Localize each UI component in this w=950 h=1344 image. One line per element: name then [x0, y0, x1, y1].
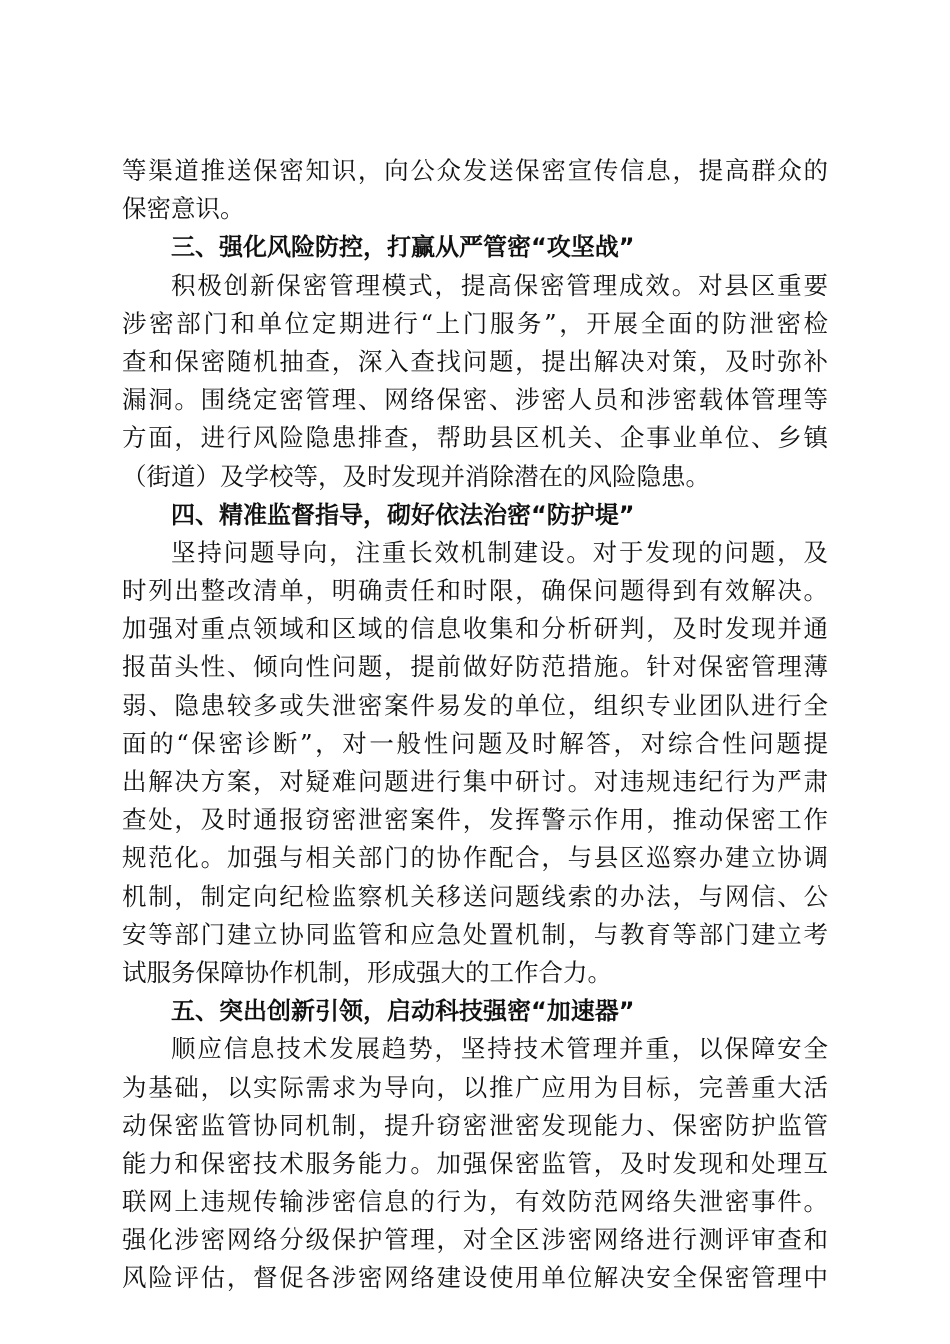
paragraph-first-line: 积极创新保密管理模式，提高保密管理成效。对县区重要	[171, 270, 828, 300]
body-line: 等渠道推送保密知识，向公众发送保密宣传信息，提高群众的	[122, 156, 828, 185]
body-line: 联网上违规传输涉密信息的行为，有效防范网络失泄密事件。	[122, 1187, 828, 1217]
body-line: 机制，制定向纪检监察机关移送问题线索的办法，与网信、公	[122, 881, 828, 911]
body-line: 风险评估，督促各涉密网络建设使用单位解决安全保密管理中	[122, 1263, 828, 1293]
body-line: 漏洞。围绕定密管理、网络保密、涉密人员和涉密载体管理等	[122, 385, 828, 415]
body-line: 时列出整改清单，明确责任和时限，确保问题得到有效解决。	[122, 576, 828, 606]
document-body	[122, 152, 828, 1298]
body-line: 查处，及时通报窃密泄密案件，发挥警示作用，推动保密工作	[122, 805, 828, 835]
body-line: 安等部门建立协同监管和应急处置机制，与教育等部门建立考	[122, 919, 828, 949]
body-line: 强化涉密网络分级保护管理，对全区涉密网络进行测评审查和	[122, 1225, 828, 1255]
body-line: 加强对重点领域和区域的信息收集和分析研判，及时发现并通	[122, 614, 828, 644]
body-line: 动保密监管协同机制，提升窃密泄密发现能力、保密防护监管	[122, 1110, 828, 1140]
section-heading-3: 三、强化风险防控，打赢从严管密“攻坚战”	[171, 233, 635, 262]
paragraph-first-line: 顺应信息技术发展趋势，坚持技术管理并重，以保障安全	[171, 1034, 828, 1064]
body-line: 面的“保密诊断”，对一般性问题及时解答，对综合性问题提	[122, 728, 828, 758]
body-line: 规范化。加强与相关部门的协作配合，与县区巡察办建立协调	[122, 843, 828, 873]
body-line: 出解决方案，对疑难问题进行集中研讨。对违规违纪行为严肃	[122, 767, 828, 796]
body-line: 报苗头性、倾向性问题，提前做好防范措施。针对保密管理薄	[122, 652, 828, 682]
body-line: 试服务保障协作机制，形成强大的工作合力。	[122, 957, 612, 987]
body-line: 涉密部门和单位定期进行“上门服务”，开展全面的防泄密检	[122, 308, 828, 338]
paragraph-first-line: 坚持问题导向，注重长效机制建设。对于发现的问题，及	[171, 537, 828, 567]
section-heading-4: 四、精准监督指导，砌好依法治密“防护堤”	[171, 500, 635, 529]
body-line: 能力和保密技术服务能力。加强保密监管，及时发现和处理互	[122, 1148, 828, 1178]
body-line: 保密意识。	[122, 194, 245, 224]
body-line: 为基础，以实际需求为导向，以推广应用为目标，完善重大活	[122, 1072, 828, 1102]
section-heading-5: 五、突出创新引领，启动科技强密“加速器”	[171, 997, 635, 1026]
body-line: 查和保密随机抽查，深入查找问题，提出解决对策，及时弥补	[122, 346, 828, 376]
body-line: （街道）及学校等，及时发现并消除潜在的风险隐患。	[122, 461, 710, 491]
body-line: 方面，进行风险隐患排查，帮助县区机关、企事业单位、乡镇	[122, 423, 828, 453]
body-line: 弱、隐患较多或失泄密案件易发的单位，组织专业团队进行全	[122, 690, 828, 720]
